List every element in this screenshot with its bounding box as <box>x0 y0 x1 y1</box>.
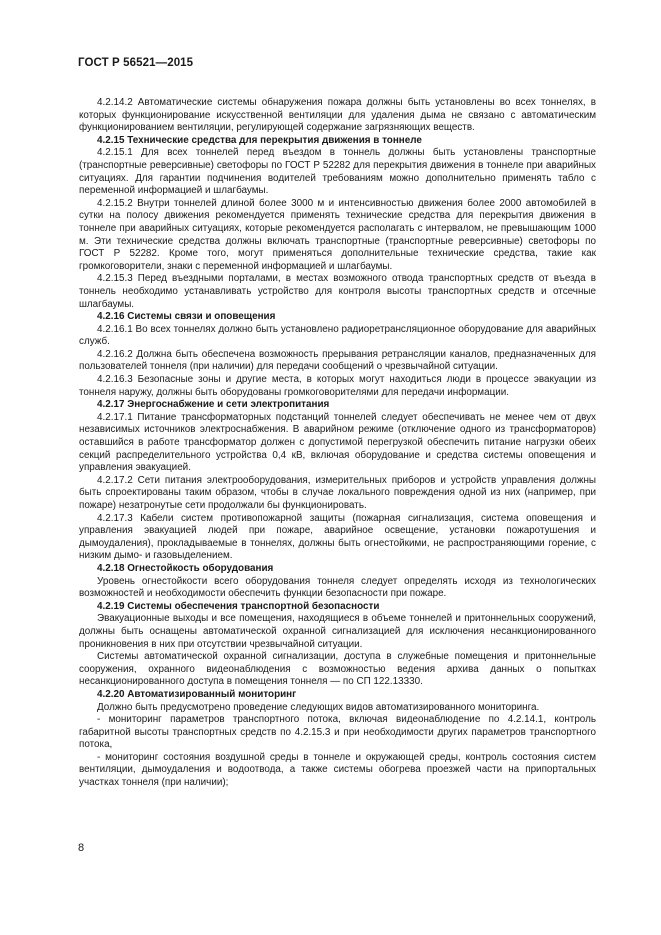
section-heading: 4.2.15 Технические средства для перекрытия движения в тоннеле <box>97 134 422 146</box>
document-header: ГОСТ Р 56521—2015 <box>78 57 194 69</box>
paragraph: 4.2.15.1 Для всех тоннелей перед въездом в тоннель должны быть установлены транспортные (транспортные реверсивные) светофоры по ГОСТ Р 52282 для перекрытия движения в тоннеле при аварийных ситуациях. Для гарантии подчинения водителей требованиям можно дополнительно применять табло с переменной информацией и шлагбаумы. <box>79 147 596 197</box>
section-heading: 4.2.19 Системы обеспечения транспортной безопасности <box>97 600 380 612</box>
section-heading: 4.2.17 Энергоснабжение и сети электропитания <box>97 399 330 411</box>
paragraph: 4.2.15.3 Перед въездными порталами, в местах возможного отвода транспортных средств от въезда в тоннель необходимо устанавливать устройство для контроля высоты транспортных средств и отсечные шлагбаумы. <box>79 273 596 310</box>
paragraph: 4.2.16.2 Должна быть обеспечена возможность прерывания ретрансляции каналов, предназначенных для пользователей тоннеля (при наличии) для передачи сообщений о чрезвычайной ситуации. <box>79 348 596 373</box>
paragraph: 4.2.15.2 Внутри тоннелей длиной более 3000 м и интенсивностью движения более 2000 автомобилей в сутки на полосу движения рекомендуется применять технические средства для перекрытия движения в тоннеле при аварийных ситуациях, которые рекомендуется располагать с интервалом, не превышающим 1000 м. Эти технические средства должны включать транспортные (транспортные реверсивные) светофоры по ГОСТ Р 52282. Кроме того, могут применяться дополнительные технические средства, такие как громкоговорители, знаки с переменной информацией и шлагбаумы. <box>79 197 596 272</box>
paragraph: Должно быть предусмотрено проведение следующих видов автоматизированного мониторинга. <box>97 701 540 713</box>
paragraph: 4.2.16.1 Во всех тоннелях должно быть установлено радиоретрансляционное оборудование для аварийных служб. <box>79 323 596 348</box>
section-heading: 4.2.18 Огнестойкость оборудования <box>97 562 274 574</box>
page-number: 8 <box>78 842 85 854</box>
paragraph: Эвакуационные выходы и все помещения, находящиеся в объеме тоннелей и притоннельных сооружений, должны быть оснащены автоматической охранной сигнализацией для исключения несанкционированного проникновения в них при отсутствии чрезвычайной ситуации. <box>79 613 596 650</box>
section-heading: 4.2.20 Автоматизированный мониторинг <box>97 688 297 700</box>
document-body <box>79 97 596 790</box>
section-heading: 4.2.16 Системы связи и оповещения <box>97 311 276 323</box>
list-item: - мониторинг состояния воздушной среды в тоннеле и окружающей среды, контроль состояния систем вентиляции, дымоудаления и водоотвода, а также системы обогрева проезжей части на припортальных участках тоннеля (при наличии); <box>79 751 596 789</box>
paragraph: Уровень огнестойкости всего оборудования тоннеля следует определять исходя из технологических возможностей и необходимости обеспечить функции безопасности при пожаре. <box>79 575 596 600</box>
paragraph: 4.2.17.3 Кабели систем противопожарной защиты (пожарная сигнализация, система оповещения и управления эвакуацией людей при пожаре, аварийное освещение, установки пожаротушения и дымоудаления), прокладываемые в тоннелях, должны быть огнестойкими, не распространяющими горение, с низким дымо- и газовыделением. <box>79 512 596 562</box>
list-item: - мониторинг параметров транспортного потока, включая видеонаблюдение по 4.2.14.1, контроль габаритной высоты транспортных средств по 4.2.15.3 и при необходимости других параметров транспортного потока, <box>79 714 596 751</box>
paragraph: 4.2.16.3 Безопасные зоны и другие места, в которых могут находиться люди в процессе эвакуации из тоннеля наружу, должны быть оборудованы громкоговорителями для передачи информации. <box>79 374 596 398</box>
paragraph: 4.2.17.2 Сети питания электрооборудования, измерительных приборов и устройств управления должны быть спроектированы таким образом, чтобы в случае локального повреждения одной из них (например, при пожаре) незатронутые сети продолжали бы функционировать. <box>79 474 596 511</box>
paragraph: 4.2.17.1 Питание трансформаторных подстанций тоннелей следует обеспечивать не менее чем от двух независимых источников электроснабжения. В аварийном режиме (отключение одного из трансформаторов) оставшийся в работе трансформатор должен с допустимой перегрузкой обеспечить питание нагрузки обеих секций распределительного устройства 0,4 кВ, включая оборудование и средства системы оповещения и управления эвакуацией. <box>79 411 596 474</box>
paragraph: 4.2.14.2 Автоматические системы обнаружения пожара должны быть установлены во всех тоннелях, в которых функционирование искусственной вентиляции для удаления дыма не связано с автоматическим функционированием вентиляции, регулирующей содержание загрязняющих веществ. <box>79 97 596 134</box>
paragraph: Системы автоматической охранной сигнализации, доступа в служебные помещения и притоннельные сооружения, охранного видеонаблюдения с возможностью ведения архива данных о попытках несанкционированного доступа в помещения тоннеля — по СП 122.13330. <box>79 651 596 688</box>
